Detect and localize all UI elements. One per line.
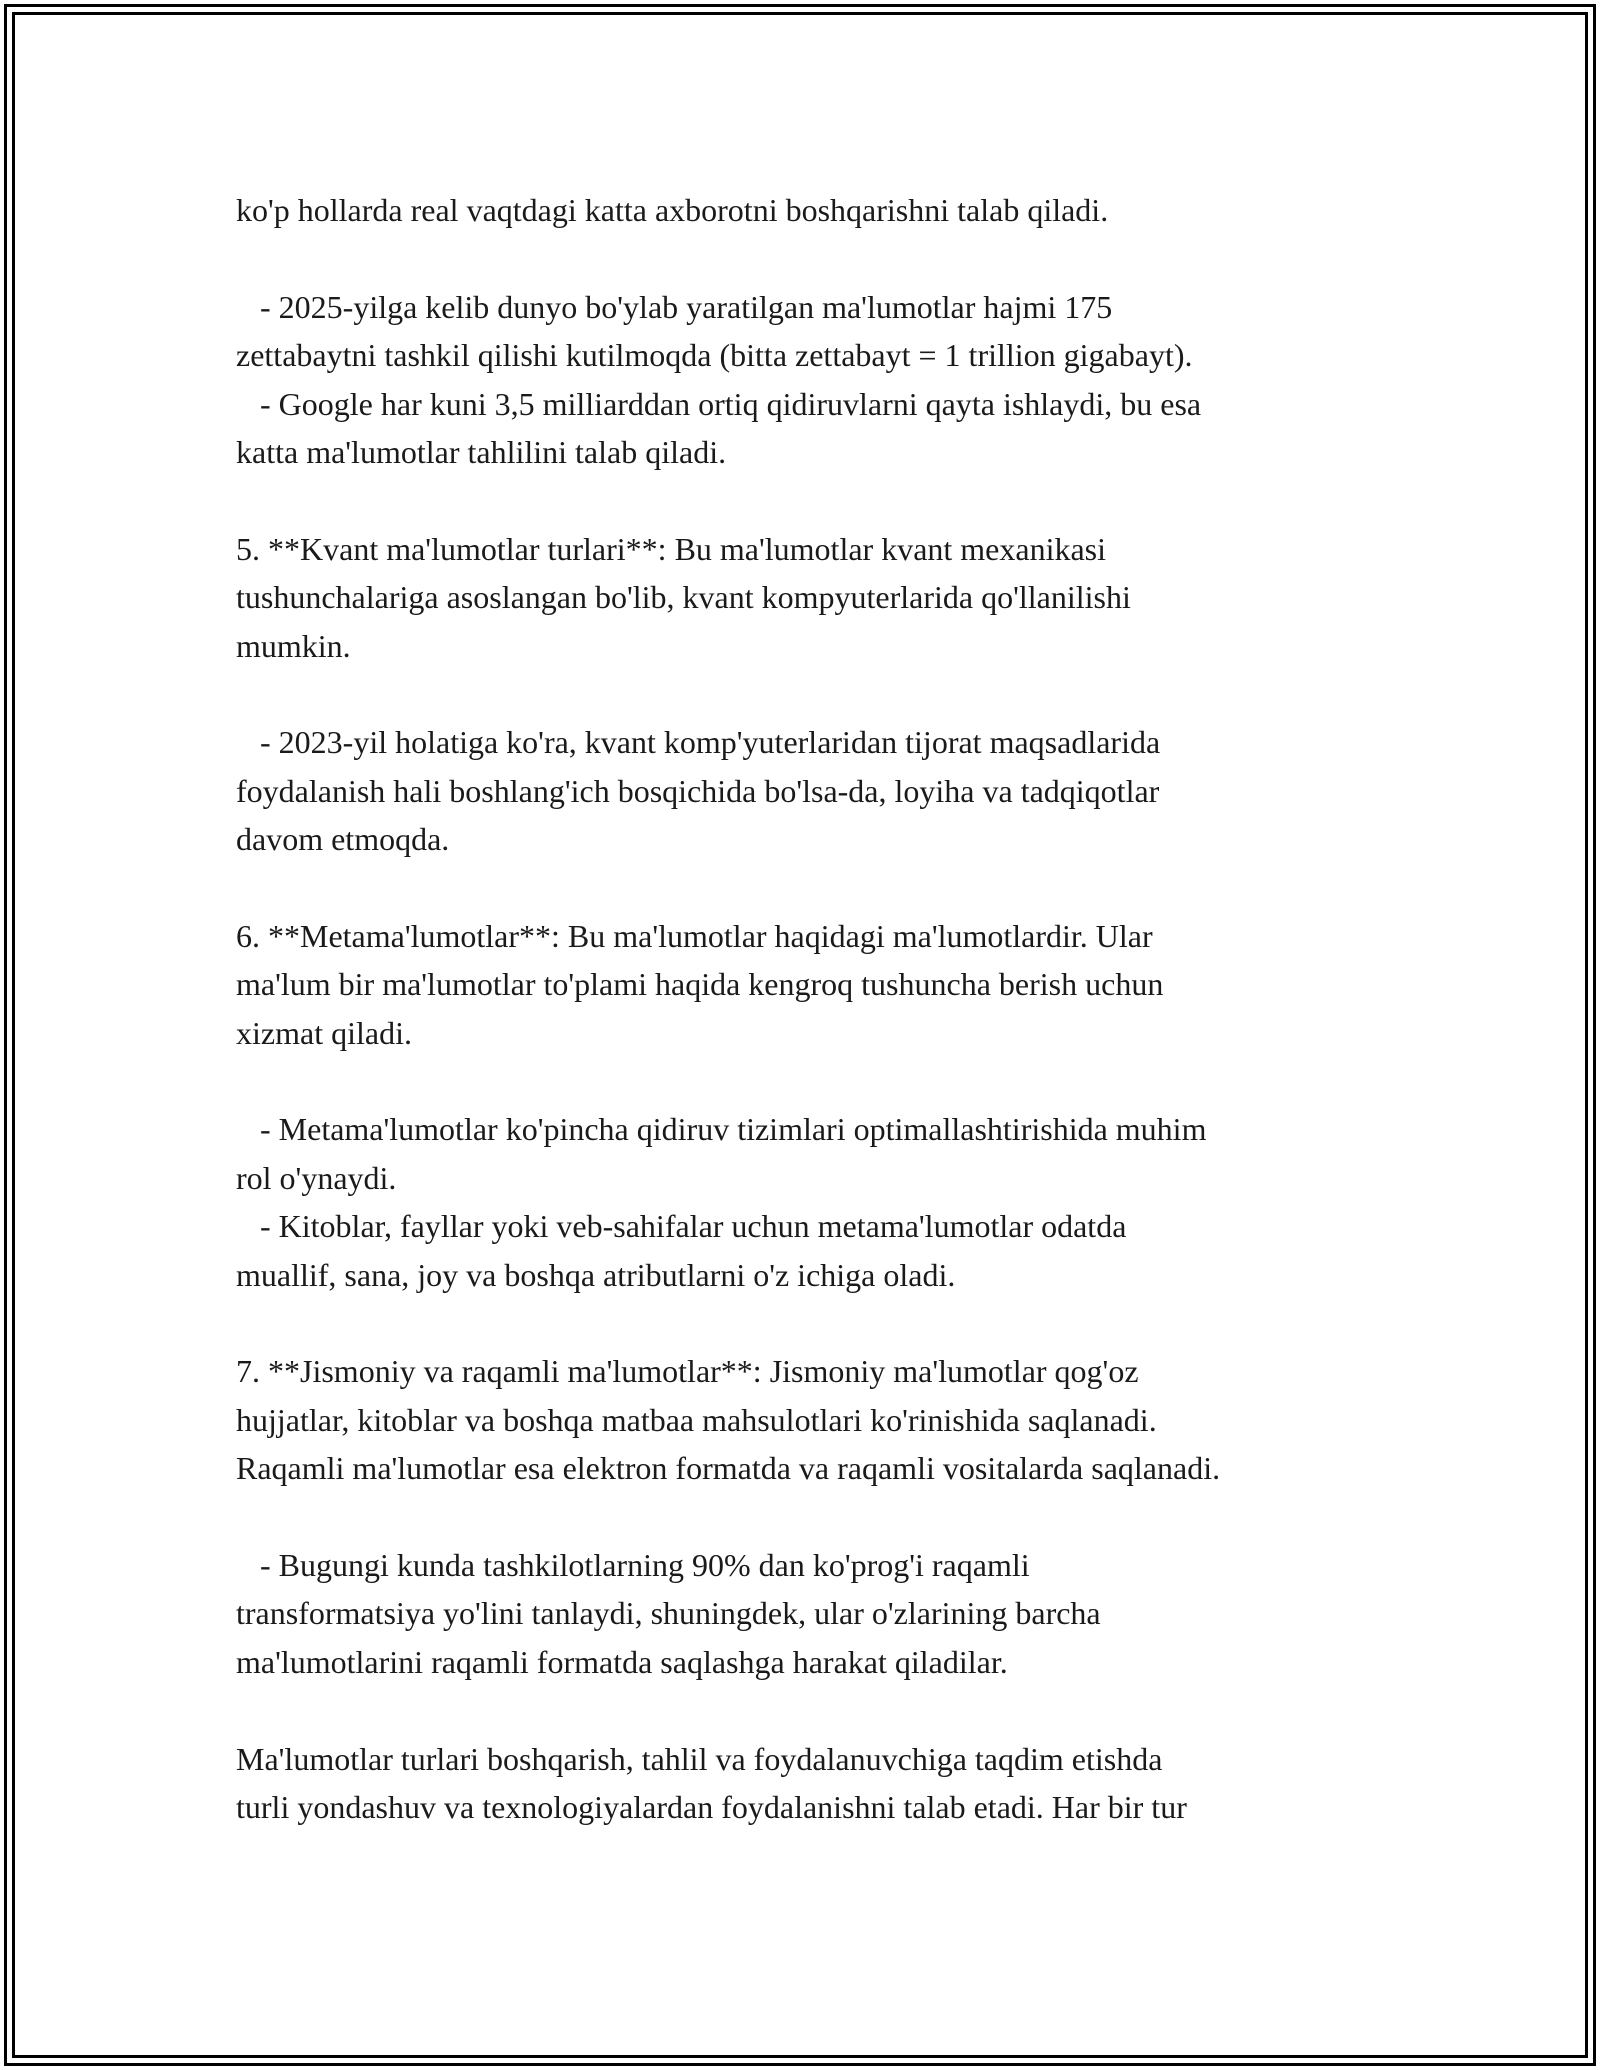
blank-line bbox=[236, 1299, 1386, 1347]
text-line: Raqamli ma'lumotlar esa elektron formatda va raqamli vositalarda saqlanadi. bbox=[236, 1450, 1221, 1487]
text-line: - 2023-yil holatiga ko'ra, kvant komp'yuterlaridan tijorat maqsadlarida bbox=[236, 724, 1161, 761]
text-line: ma'lumotlarini raqamli formatda saqlashga harakat qiladilar. bbox=[236, 1643, 1008, 1680]
text-line: muallif, sana, joy va boshqa atributlarni o'z ichiga oladi. bbox=[236, 1256, 956, 1293]
blank-line bbox=[236, 1686, 1386, 1734]
text-line: Ma'lumotlar turlari boshqarish, tahlil va foydalanuvchiga taqdim etishda bbox=[236, 1740, 1163, 1777]
text-line: rol o'ynaydi. bbox=[236, 1159, 397, 1196]
text-line: foydalanish hali boshlang'ich bosqichida bo'lsa-da, loyiha va tadqiqotlar bbox=[236, 772, 1160, 809]
text-line: - 2025-yilga kelib dunyo bo'ylab yaratilgan ma'lumotlar hajmi 175 bbox=[236, 288, 1113, 325]
text-line: xizmat qiladi. bbox=[236, 1014, 412, 1051]
blank-line bbox=[236, 863, 1386, 911]
text-line: - Kitoblar, fayllar yoki veb-sahifalar uchun metama'lumotlar odatda bbox=[236, 1208, 1127, 1245]
text-line: mumkin. bbox=[236, 627, 351, 664]
blank-line bbox=[236, 1057, 1386, 1105]
text-line: zettabaytni tashkil qilishi kutilmoqda (bitta zettabayt = 1 trillion gigabayt). bbox=[236, 337, 1193, 374]
blank-line bbox=[236, 234, 1386, 282]
blank-line bbox=[236, 1493, 1386, 1541]
text-line: - Google har kuni 3,5 milliarddan ortiq qidiruvlarni qayta ishlaydi, bu esa bbox=[236, 385, 1202, 422]
text-line: hujjatlar, kitoblar va boshqa matbaa mahsulotlari ko'rinishida saqlanadi. bbox=[236, 1401, 1157, 1438]
text-line: davom etmoqda. bbox=[236, 821, 450, 858]
blank-line bbox=[236, 476, 1386, 524]
text-line: 6. **Metama'lumotlar**: Bu ma'lumotlar haqidagi ma'lumotlardir. Ular bbox=[236, 917, 1153, 954]
blank-line bbox=[236, 670, 1386, 718]
text-line: turli yondashuv va texnologiyalardan foydalanishni talab etadi. Har bir tur bbox=[236, 1788, 1187, 1825]
document-body bbox=[236, 186, 1386, 1831]
text-line: ko'p hollarda real vaqtdagi katta axborotni boshqarishni talab qiladi. bbox=[236, 192, 1109, 228]
text-line: transformatsiya yo'lini tanlaydi, shuningdek, ular o'zlarining barcha bbox=[236, 1595, 1101, 1632]
text-line: 7. **Jismoniy va raqamli ma'lumotlar**: Jismoniy ma'lumotlar qog'oz bbox=[236, 1353, 1139, 1390]
text-line: - Bugungi kunda tashkilotlarning 90% dan ko'prog'i raqamli bbox=[236, 1546, 1030, 1583]
text-line: 5. **Kvant ma'lumotlar turlari**: Bu ma'lumotlar kvant mexanikasi bbox=[236, 530, 1107, 567]
text-line: tushunchalariga asoslangan bo'lib, kvant kompyuterlarida qo'llanilishi bbox=[236, 579, 1131, 616]
text-line: - Metama'lumotlar ko'pincha qidiruv tizimlari optimallashtirishida muhim bbox=[236, 1111, 1207, 1148]
text-line: katta ma'lumotlar tahlilini talab qiladi. bbox=[236, 433, 727, 470]
text-line: ma'lum bir ma'lumotlar to'plami haqida kengroq tushuncha berish uchun bbox=[236, 966, 1164, 1003]
